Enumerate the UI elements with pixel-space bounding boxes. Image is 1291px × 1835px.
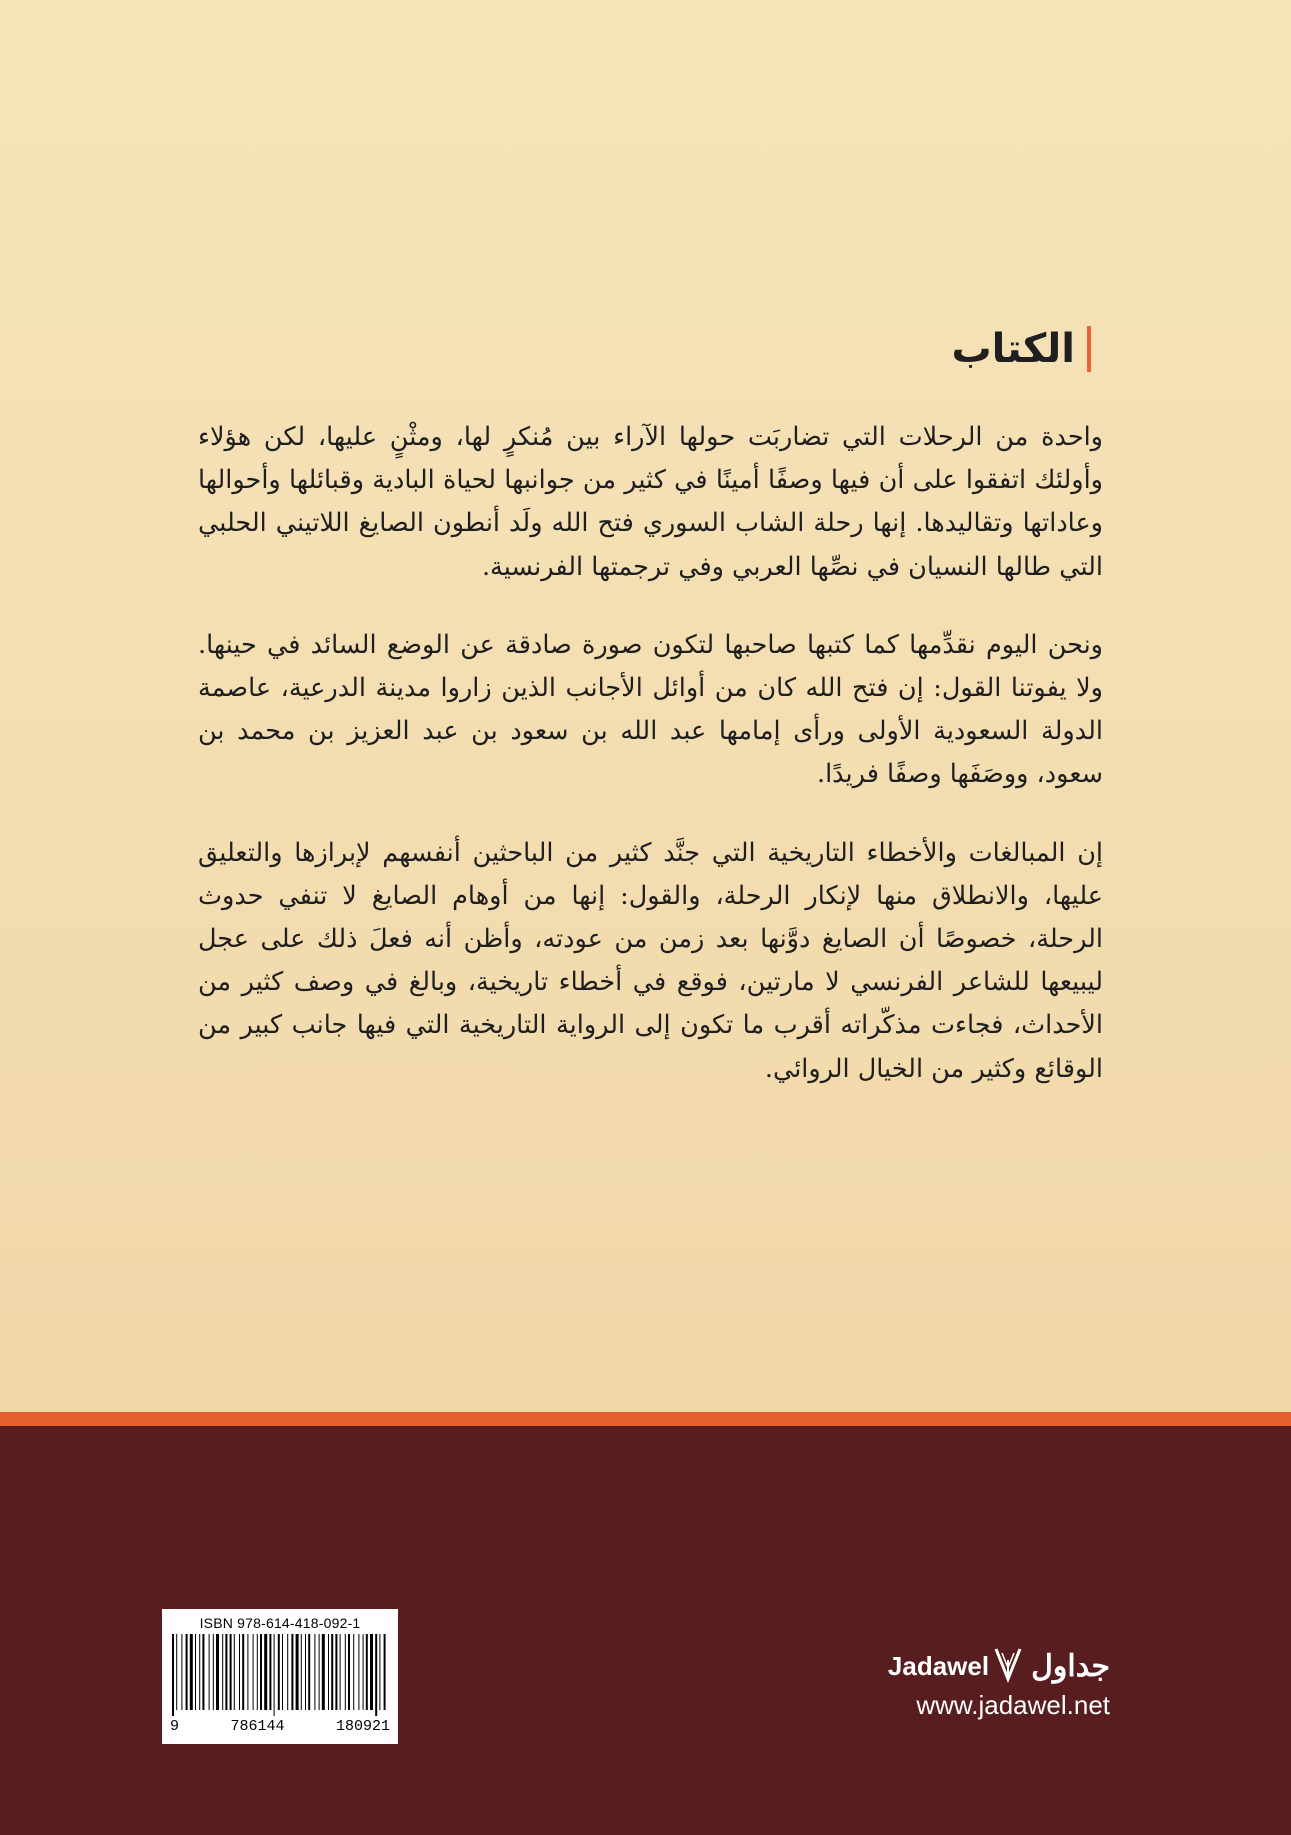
section-heading — [951, 326, 1103, 372]
barcode-bar — [209, 1634, 210, 1710]
barcode-bar — [366, 1634, 368, 1710]
barcode-bar — [190, 1634, 193, 1710]
blurb-paragraph-2: ونحن اليوم نقدِّمها كما كتبها صاحبها لتكون صورة صادقة عن الوضع السائد في حينها. ولا يفوتنا القول: إن فتح الله كان من أوائل الأجانب الذين زاروا مدينة الدرعية، عاصمة الدولة السعودية الأولى ورأى إمامها عبد الله بن سعود بن عبد العزيز بن محمد بن سعود، ووصَفَها وصفًا فريدًا. — [198, 629, 1103, 790]
barcode-bar — [287, 1634, 288, 1710]
barcode-bar — [314, 1634, 315, 1710]
blurb-paragraph-3: إن المبالغات والأخطاء التاريخية التي جنَّد كثير من الباحثين أنفسهم لإبرازها والتعليق عليها، والانطلاق منها لإنكار الرحلة، والقول: إنها من أوهام الصايغ لا تنفي حدوث الرحلة، خصوصًا أن الصايغ دوَّنها بعد زمن من عودته، وأظن أنه فعلَ ذلك على عجل ليبيعها للشاعر الفرنسي لا مارتين، فوقع في أخطاء تاريخية، وبالغ في وصف كثير من الأحداث، فجاءت مذكّراته أقرب ما تكون إلى الرواية التاريخية التي فيها جانب كبير من الوقائع وكثير من الخيال الروائي. — [198, 837, 1103, 1084]
barcode-bar — [181, 1634, 182, 1710]
barcode-bars — [170, 1634, 390, 1716]
barcode-bar — [291, 1634, 293, 1710]
barcode-bar — [225, 1634, 227, 1710]
barcode-bar — [186, 1634, 188, 1710]
barcode-bar — [282, 1634, 283, 1710]
barcode-bar — [242, 1634, 244, 1710]
barcode-bar — [257, 1634, 258, 1710]
barcode-bar — [278, 1634, 280, 1710]
barcode-bar — [213, 1634, 214, 1710]
barcode-bar — [358, 1634, 359, 1710]
barcode-bar — [202, 1634, 204, 1710]
barcode-bar — [274, 1634, 275, 1716]
barcode-bar — [172, 1634, 174, 1716]
accent-stripe — [0, 1412, 1291, 1426]
ean-digits-right: 180921 — [335, 1718, 390, 1735]
barcode-bar — [331, 1634, 333, 1710]
barcode-bar — [348, 1634, 350, 1710]
barcode-bar — [253, 1634, 254, 1710]
barcode-bar — [322, 1634, 325, 1710]
barcode-bar — [363, 1634, 364, 1710]
barcode-bar — [370, 1634, 373, 1710]
book-blurb — [198, 416, 1103, 1126]
barcode-bar — [269, 1634, 271, 1710]
barcode-bar — [305, 1634, 306, 1710]
ean-digit-lead: 9 — [170, 1718, 180, 1735]
barcode-bar — [328, 1634, 329, 1710]
publisher-url: www.jadawel.net — [916, 1690, 1110, 1720]
blurb-paragraph-1: واحدة من الرحلات التي تضاربَت حولها الآراء بين مُنكرٍ لها، ومثْنٍ عليها، لكن هؤلاء وأولئك اتفقوا على أن فيها وصفًا أمينًا في كثير من جوانبها لحياة البادية وقبائلها وأحوالها وعاداتها وتقاليدها. إنها رحلة الشاب السوري فتح الله ولَد أنطون الصايغ اللاتيني الحلبي التي طالها النسيان في نصِّها العربي وفي ترجمتها الفرنسية. — [198, 422, 1103, 582]
publisher-name-arabic: جداول — [1031, 1649, 1110, 1683]
heading-accent-bar — [1087, 326, 1091, 372]
barcode-bar — [222, 1634, 223, 1710]
barcode-bar — [239, 1634, 240, 1710]
barcode-bar — [247, 1634, 248, 1710]
isbn-barcode — [162, 1609, 398, 1744]
barcode-bar — [176, 1634, 177, 1710]
barcode-bar — [353, 1634, 354, 1710]
ean-digits — [170, 1718, 390, 1735]
barcode-bar — [195, 1634, 196, 1710]
barcode-bar — [308, 1634, 310, 1710]
barcode-bar — [230, 1634, 232, 1710]
barcode-bar — [260, 1634, 262, 1710]
barcode-bar — [234, 1634, 235, 1710]
section-title-text: الكتاب — [951, 326, 1075, 372]
barcode-bar — [379, 1634, 380, 1710]
barcode-bar — [264, 1634, 267, 1710]
barcode-bar — [340, 1634, 341, 1710]
barcode-bar — [345, 1634, 346, 1710]
barcode-bar — [301, 1634, 302, 1710]
barcode-bar — [199, 1634, 200, 1710]
isbn-text: ISBN 978-614-418-092-1 — [199, 1615, 361, 1631]
barcode-bar — [384, 1634, 386, 1710]
barcode-bar — [296, 1634, 299, 1710]
publisher-logo-icon — [993, 1646, 1023, 1686]
barcode-bar — [375, 1634, 377, 1716]
barcode-bar — [216, 1634, 219, 1710]
barcode-bar — [319, 1634, 320, 1710]
publisher-name-latin: Jadawel — [887, 1650, 990, 1681]
barcode-bar — [335, 1634, 337, 1710]
ean-digits-left: 786144 — [230, 1718, 285, 1735]
publisher-block — [870, 1646, 1110, 1721]
